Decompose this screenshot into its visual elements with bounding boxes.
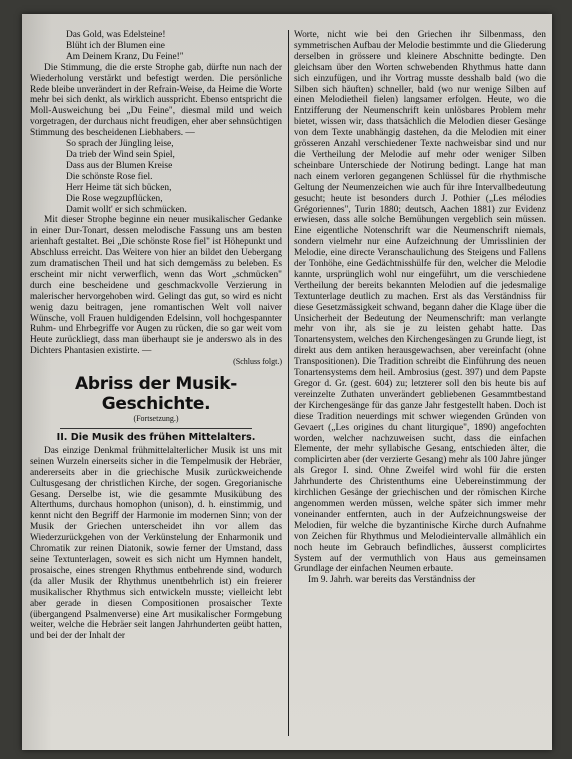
column-divider bbox=[288, 30, 289, 736]
newspaper-page bbox=[22, 14, 552, 750]
continuation-note: (Schluss folgt.) bbox=[233, 357, 282, 367]
poem-line: Blüht ich der Blumen eine bbox=[66, 40, 165, 51]
paragraph: Im 9. Jahrh. war bereits das Verständniss der bbox=[308, 575, 476, 586]
paragraph: Mit dieser Strophe beginne ein neuer musikalischer Gedanke in einer Dur-Tonart, dessen melodische Fassung uns am besten arienhaft gestaltet. Bei „Die schönste Rose fiel" ist Höhepunkt und Abschluss erreicht. Das Weitere von hier an bildet den Uebergang zum dramatischen Theil und hat sich demgemäss zu beleben. Es erscheint mir nicht verwerflich, wenn das Wort „schmücken" durch eine bescheidene und geschmackvolle Verzierung in malerischer hervorgehoben wird. Gelingt das gut, so wird es nicht wenig dazu beitragen, jene romantischen Welt voll naiver Wünsche, voll Frauen huldigenden Edelsinn, voll hochgespannter Ruhm- und Ehrbegriffe vor Augen zu rücken, die so gar weit vom Heute zurückliegt, dass man überhaupt sie je anderswo als in des Dichters Phantasien existirte. — bbox=[30, 215, 282, 357]
poem-line: Dass aus der Blumen Kreise bbox=[66, 160, 173, 171]
article-subheading: (Fortsetzung.) bbox=[133, 414, 179, 424]
paragraph: Das einzige Denkmal frühmittelalterlicher Musik ist uns mit seinen Wurzeln einerseits sicher in die Tempelmusik der Hebräer, andererseits aber in die griechische Musik zurückweichende Cultusgesang der christlichen Kirche, der sogen. Gregorianische Gesang. Derselbe ist, wie die gesammte Musikübung des Alterthums, durchaus homophon (unison), d. h. einstimmig, und kennt nicht den Begriff der Harmonie im modernen Sinn; von der Musik der Griechen unterscheidet ihn vor allem das Wiederzurückgehen von der Verkünstelung der Enharmonik und Chromatik zur reinen Diatonik, sowie ferner der Umstand, dass seine Textunterlagen, soweit es sich nicht um Hymnen handelt, prosaische, eines strengen Rhythmus entbehrende sind, wodurch (da aller Musik der Rhythmus unentbehrlich ist) ein freierer musikalischer Rhythmus sich entwickeln musste; vielleicht lebt aber gerade in diesen Compositionen prosaischer Texte (übergangend Psalmenverse) eine Art musikalischer Formgebung weiter, welche die Hebräer seit langen Jahrhunderten geübt hatten, und bei der der Inhalt der bbox=[30, 445, 282, 642]
paragraph: Die Stimmung, die die erste Strophe gab, dürfte nun nach der Wiederholung verstärkt und befestigt werden. Die persönliche Rede bleibe unverändert in der Refrain-Weise, da Heime die Worte mehr bei sich denkt, als wirklich ausspricht. Ebenso entspricht die Moll-Ausweichung bei „Du Feine", diesmal mild und weich vorgetragen, der durchaus nicht freudigen, eher aber sehnsüchtigen Stimmung des bescheidenen Liebhabers. — bbox=[30, 62, 282, 139]
right-column bbox=[294, 30, 546, 586]
poem-stanza-2 bbox=[66, 139, 282, 215]
article-heading: Abriss der Musik-Geschichte. bbox=[75, 374, 237, 415]
poem-stanza-1 bbox=[66, 30, 282, 63]
heading-rule bbox=[60, 428, 252, 429]
poem-line: Das Gold, was Edelsteine! bbox=[66, 30, 166, 40]
poem-line: Damit wollt' er sich schmücken. bbox=[66, 204, 187, 215]
paragraph: Worte, nicht wie bei den Griechen ihr Silbenmass, den symmetrischen Aufbau der Melodie bestimmte und die Gliederung derselben in grössere und kleinere Abschnitte bedingte. Den gleichsam über den Worten schwebenden Rhythmus hatte dann sich einzufügen, und ihr Vortrag musste desshalb bald (wo die Silben sich häuften) schneller, bald (wo nur wenige Silben auf einen Melodietheil fielen) langsamer erfolgen. Heute, wo die Entzifferung der Neumenschrift kein unlösbares Problem mehr bietet, wissen wir, dass thatsächlich die Melodien dieser Gesänge von dem Texte unabhängig dastehen, da die Melodien mit einer grösseren Anzahl verschiedener Texte nachweisbar sind und nur die Vertheilung der Melodie auf mehr oder weniger Silben scheinbare Unterschiede der Notirung bedingt. Lange hat man nach einem verloren gegangenen Schlüssel für die rhythmische Geltung der Neumenzeichen wie auch für ihre Intervallbedeutung gesucht; heute ist besonders durch J. Pothier („Les mélodies Grégoriennes", Turin 1880; deutsch, Aachen 1881) zur Evidenz erwiesen, dass alle solche Bemühungen vergeblich sein müssen. Eine eigentliche Notenschrift war die Neumenschrift niemals, sondern vielmehr nur eine Aufzeichnung der Umrisslinien der Melodie, eine directe Veranschaulichung des Steigens und Fallens der Tonhöhe, eine Gedächtnisshülfe für den, welcher die Melodie kannte, ursprünglich wohl nur eingeführt, um die verschiedene Vertheilung der bereits bekannten Melodien auf die jedesmalige Textunterlage deutlich zu machen. Erst als das Verständniss für diese Gesetzmässigkeit schwand, begann daher die Klage über die Unsicherheit der Bedeutung der Neumenschrift: man verlangte mehr von ihr, als sie je zu leisten gehabt hatte. Das Tonartensystem, welches den Kirchengesängen zu Grunde liegt, ist direkt aus dem antiken herausgewachsen, aber vereinfacht (ohne Transpositionen). Die Tradition schreibt die Einführung des neuen Tonartensystems dem heil. Ambrosius (gest. 397) und dem Papste Gregor d. Gr. (gest. 604) zu; letzterer soll den bis heute bis auf vereinzelte Zuthaten unverändert gebliebenen Gesammtbestand der Kirchengesänge für das ganze Jahr festgestellt haben. Doch ist diese Tradition neuerdings mit schwer wiegenden Gründen von Gevaert („Les origines du chant liturgique", 1890) angefochten worden, welcher nachzuweisen sucht, dass die einfachen Elemente, der mehr syllabische Gesang, entschieden älter, die complicirten aber (der verzierte Gesang) mehr als 100 Jahre jünger als Gregor I. sind. Ohne Zweifel wird wohl für die ersten Jahrhunderte des Christenthums eine Uebereinstimmung der kirchlichen Gesänge der griechischen und der römischen Kirche angenommen werden müssen, welche später sich immer mehr voneinander entfernten, auch in der Aufzeichnungsweise der Melodien, für welche die byzantinische Kirche durch Aufnahme von Zeichen für Rhythmus und Melodieintervalle allmählich ein noch heute im Gebrauch befindliches, äusserst complicirtes System auf der vermuthlich von Haus aus gemeinsamen Grundlage der einfachen Neumen erbaute. bbox=[294, 30, 546, 575]
poem-line: So sprach der Jüngling leise, bbox=[66, 139, 174, 150]
section-title: II. Die Musik des frühen Mittelalters. bbox=[56, 432, 256, 443]
poem-line: Da trieb der Wind sein Spiel, bbox=[66, 149, 175, 160]
poem-line: Herr Heime tät sich bücken, bbox=[66, 182, 172, 193]
poem-line: Am Deinem Kranz, Du Feine!" bbox=[66, 51, 184, 62]
poem-line: Die schönste Rose fiel. bbox=[66, 171, 153, 182]
left-column bbox=[30, 30, 282, 642]
poem-line: Die Rose wegzupflücken, bbox=[66, 193, 163, 204]
